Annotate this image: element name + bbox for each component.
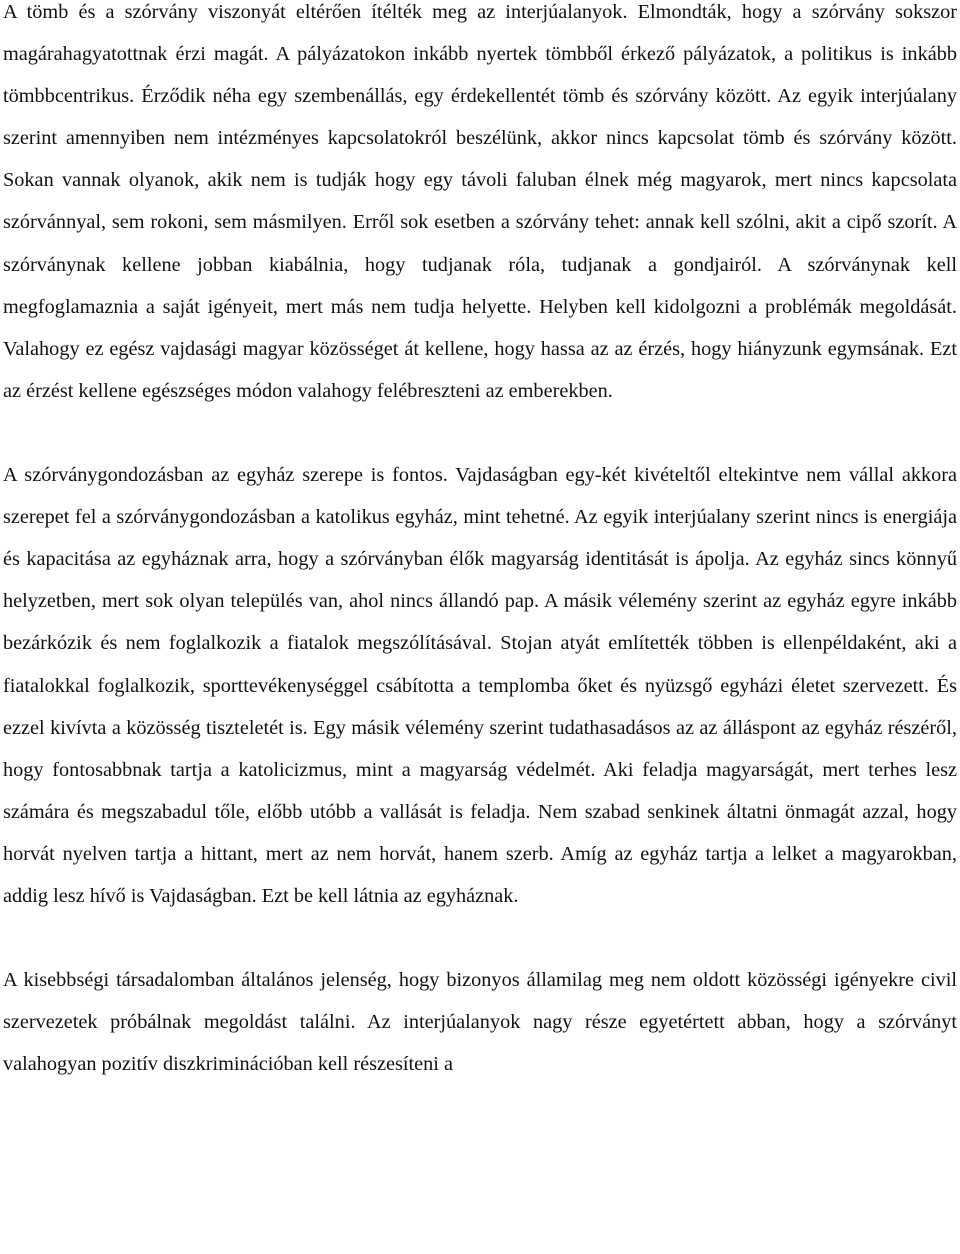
paragraph-egyhaz-szerepe: A szórványgondozásban az egyház szerepe is fontos. Vajdaságban egy-két kivételtől eltekintve nem vállal akkora szerepet fel a szórványgondozásban a katolikus egyház, mint tehetné. Az egyik interjúalany szerint nincs is energiája és kapacitása az egyháznak arra, hogy a szórványban élők magyarság identitását is ápolja. Az egyház sincs könnyű helyzetben, mert sok olyan település van, ahol nincs állandó pap. A másik vélemény szerint az egyház egyre inkább bezárkózik és nem foglalkozik a fiatalok megszólításával. Stojan atyát említették többen is ellenpéldaként, aki a fiatalokkal foglalkozik, sporttevékenységgel csábította a templomba őket és nyüzsgő egyházi életet szervezett. És ezzel kivívta a közösség tiszteletét is. Egy másik vélemény szerint tudathasadásos az az álláspont az egyház részéről, hogy fontosabbnak tartja a katolicizmus, mint a magyarság védelmét. Aki feladja magyarságát, mert terhes lesz számára és megszabadul tőle, előbb utóbb a vallását is feladja. Nem szabad senkinek áltatni önmagát azzal, hogy horvát nyelven tartja a hittant, mert az nem horvát, hanem szerb. Amíg az egyház tartja a lelket a magyarokban, addig lesz hívő is Vajdaságban. Ezt be kell látnia az egyháznak. <box>3 464 957 907</box>
document-page <box>3 0 957 1085</box>
paragraph-civil-szervezetek: A kisebbségi társadalomban általános jelenség, hogy bizonyos államilag meg nem oldott közösségi igényekre civil szervezetek próbálnak megoldást találni. Az interjúalanyok nagy része egyetértett abban, hogy a szórványt valahogyan pozitív diszkriminációban kell részesíteni a <box>3 969 957 1076</box>
paragraph-tomb-szorvany: A tömb és a szórvány viszonyát eltérően ítélték meg az interjúalanyok. Elmondták, hogy a szórvány sokszor magárahagyatottnak érzi magát. A pályázatokon inkább nyertek tömbből érkező pályázatok, a politikus is inkább tömbbcentrikus. Érződik néha egy szembenállás, egy érdekellentét tömb és szórvány között. Az egyik interjúalany szerint amennyiben nem intézményes kapcsolatokról beszélünk, akkor nincs kapcsolat tömb és szórvány között. Sokan vannak olyanok, akik nem is tudják hogy egy távoli faluban élnek még magyarok, mert nincs kapcsolata szórvánnyal, sem rokoni, sem másmilyen. Erről sok esetben a szórvány tehet: annak kell szólni, akit a cipő szorít. A szórványnak kellene jobban kiabálnia, hogy tudjanak róla, tudjanak a gondjairól. A szórványnak kell megfoglamaznia a saját igényeit, mert más nem tudja helyette. Helyben kell kidolgozni a problémák megoldását. Valahogy ez egész vajdasági magyar közösséget át kellene, hogy hassa az az érzés, hogy hiányzunk egymsának. Ezt az érzést kellene egészséges módon valahogy felébreszteni az emberekben. <box>3 1 957 402</box>
